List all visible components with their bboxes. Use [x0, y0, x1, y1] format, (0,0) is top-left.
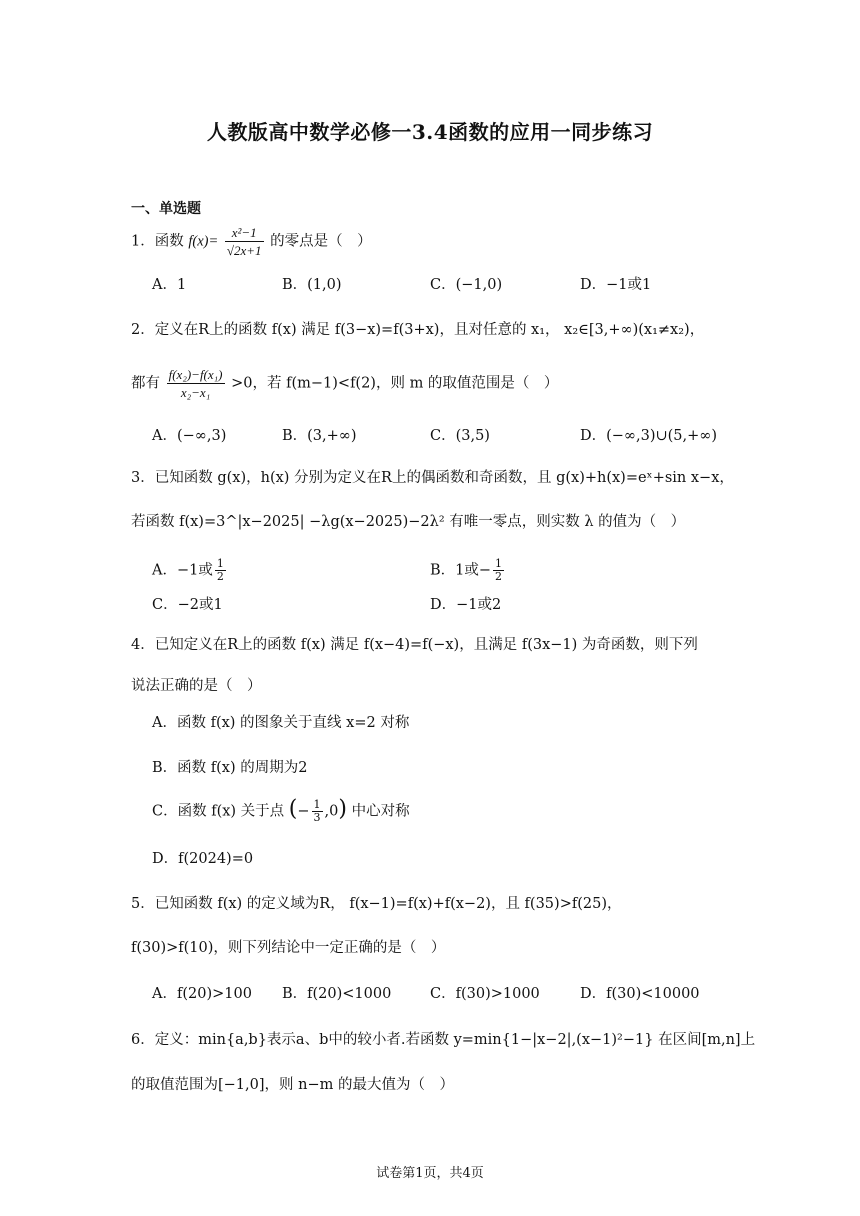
q1-stem-prefix: 1．函数 [131, 233, 184, 250]
q5-option-b[interactable]: B．f(20)<1000 [282, 986, 392, 1002]
q3-option-b-text: B．1或− [430, 562, 492, 579]
q4-left-paren: ( [288, 796, 298, 822]
q4-option-d[interactable]: D．f(2024)=0 [152, 851, 254, 867]
q5-option-a[interactable]: A．f(20)>100 [152, 986, 252, 1002]
q3-a-num: 1 [216, 557, 224, 570]
question-1-stem [131, 224, 372, 259]
page-footer: 试卷第1页，共4页 [376, 1166, 484, 1181]
q3-b-den: 2 [495, 570, 503, 583]
q2-option-c[interactable]: C．(3,5) [430, 428, 490, 444]
q2-fraction [167, 366, 225, 401]
q1-frac-num: x²−1 [225, 224, 264, 242]
question-2-stem-line1: 2．定义在R上的函数 f(x) 满足 f(3−x)=f(3+x)，且对任意的 x₁， x₂∈[3,+∞)(x₁≠x₂)， [131, 322, 705, 338]
q3-a-den: 2 [216, 570, 224, 583]
q4-option-c-fraction [312, 799, 323, 824]
q3-option-d[interactable]: D．−1或2 [430, 597, 502, 613]
question-6-stem-line2: 的取值范围为[−1,0]，则 n−m 的最大值为（ ） [131, 1077, 454, 1093]
page-title: 人教版高中数学必修一3.4函数的应用一同步练习 [206, 120, 654, 144]
q4-comma-zero: ,0 [324, 803, 339, 820]
q4-right-paren: ) [338, 796, 347, 822]
q2-line2-suffix: >0，若 f(m−1)<f(2)，则 m 的取值范围是（ ） [231, 375, 559, 392]
question-2-stem-line2 [131, 366, 558, 401]
q4-option-a[interactable]: A．函数 f(x) 的图象关于直线 x=2 对称 [152, 715, 410, 731]
q4-option-c-suffix: 中心对称 [351, 803, 410, 820]
q3-option-a-text: A．−1或 [152, 562, 213, 579]
q2-option-b[interactable]: B．(3,+∞) [282, 428, 357, 444]
question-5-stem-line2: f(30)>f(10)，则下列结论中一定正确的是（ ） [131, 940, 446, 956]
question-3-stem-line1: 3．已知函数 g(x)，h(x) 分别为定义在R上的偶函数和奇函数，且 g(x)+h(x)=eˣ+sin x−x， [131, 470, 734, 486]
q4-option-b[interactable]: B．函数 f(x) 的周期为2 [152, 760, 308, 776]
q5-option-c[interactable]: C．f(30)>1000 [430, 986, 540, 1002]
q4-c-num: 1 [313, 798, 321, 811]
q1-stem-suffix: 的零点是（ ） [270, 233, 372, 250]
question-6-stem-line1: 6．定义：min{a,b}表示a、b中的较小者.若函数 y=min{1−|x−2|,(x−1)²−1} 在区间[m,n]上 [131, 1032, 756, 1048]
q3-option-c[interactable]: C．−2或1 [152, 597, 223, 613]
question-4-stem-line1: 4．已知定义在R上的函数 f(x) 满足 f(x−4)=f(−x)，且满足 f(3x−1) 为奇函数，则下列 [131, 637, 698, 653]
q4-option-c-prefix: C．函数 f(x) 关于点 [152, 803, 285, 820]
q3-option-a-fraction [215, 558, 226, 583]
q5-option-d[interactable]: D．f(30)<10000 [580, 986, 700, 1002]
q1-frac-den: √2x+1 [226, 243, 262, 258]
q1-option-b[interactable]: B．(1,0) [282, 277, 342, 293]
q2-option-a[interactable]: A．(−∞,3) [152, 428, 227, 444]
q3-option-b[interactable] [430, 558, 506, 583]
q3-b-num: 1 [495, 557, 503, 570]
question-3-stem-line2: 若函数 f(x)=3^|x−2025| −λg(x−2025)−2λ² 有唯一零点，则实数 λ 的值为（ ） [131, 514, 686, 530]
question-5-stem-line1: 5．已知函数 f(x) 的定义域为R， f(x−1)=f(x)+f(x−2)，且 f(35)>f(25)， [131, 896, 622, 912]
q1-fraction [225, 224, 264, 259]
q1-option-d[interactable]: D．−1或1 [580, 277, 652, 293]
section-heading: 一、单选题 [131, 201, 201, 217]
q1-option-c[interactable]: C．(−1,0) [430, 277, 503, 293]
q1-option-a[interactable]: A．1 [152, 277, 187, 293]
q4-option-c[interactable] [152, 796, 410, 824]
q1-func: f(x)= [188, 233, 219, 250]
q2-option-d[interactable]: D．(−∞,3)∪(5,+∞) [580, 428, 718, 444]
q2-frac-den: x₂−x₁ [180, 385, 211, 400]
q4-c-den: 3 [313, 811, 321, 824]
q3-option-a[interactable] [152, 558, 228, 583]
q4-minus: − [297, 803, 310, 820]
question-4-stem-line2: 说法正确的是（ ） [131, 678, 262, 694]
q2-line2-prefix: 都有 [131, 375, 160, 392]
q2-frac-num: f(x₂)−f(x₁) [168, 367, 223, 382]
q3-option-b-fraction [493, 558, 504, 583]
